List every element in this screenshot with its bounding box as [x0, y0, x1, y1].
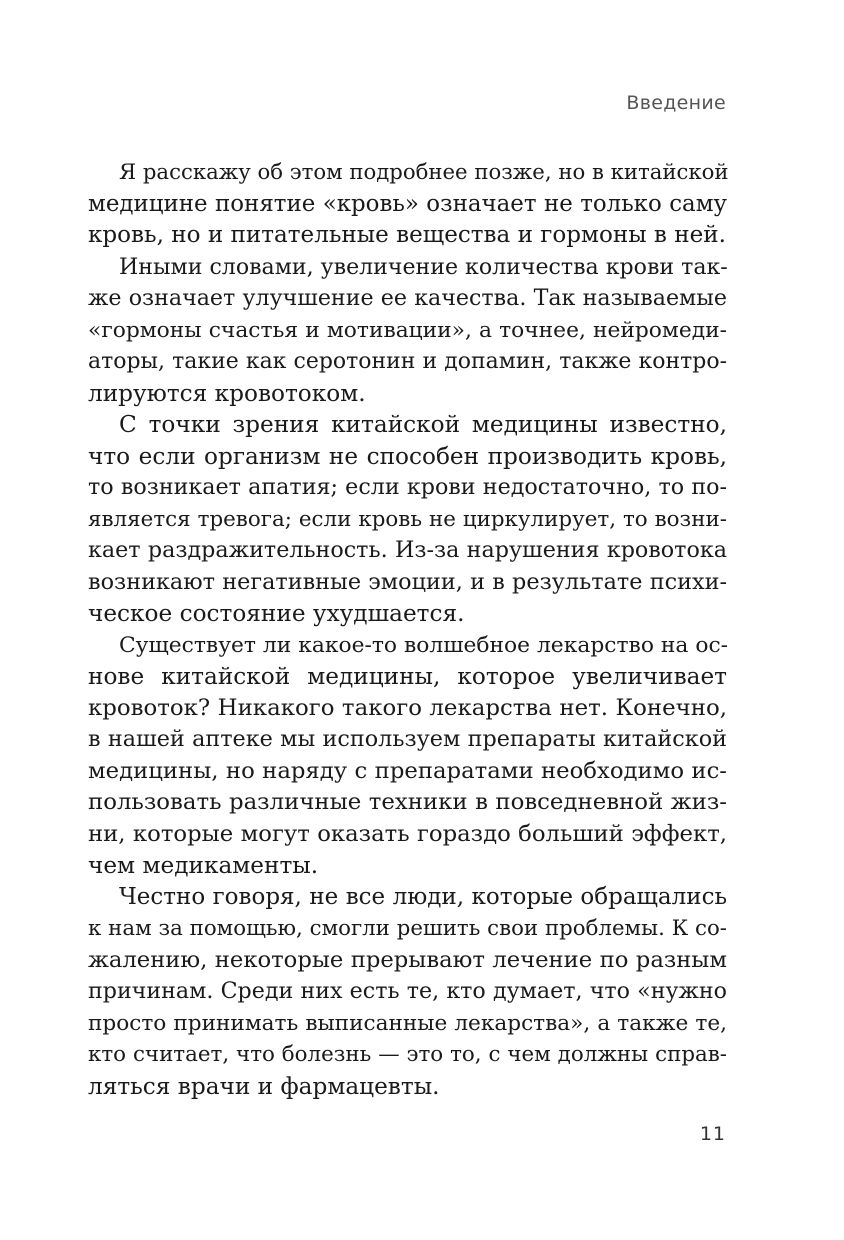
text-line: просто принимать выписанные лекарства», а также те,: [88, 1010, 727, 1036]
text-line: в нашей аптеке мы используем препараты китайской: [88, 726, 727, 752]
text-line: причинам. Среди них есть те, кто думает, что «нужно: [88, 978, 727, 1004]
body-text: [88, 157, 727, 1102]
text-line: Существует ли какое-то волшебное лекарство на ос-: [119, 632, 729, 658]
running-header-title: Введение: [626, 92, 726, 114]
text-line: жалению, некоторые прерывают лечение по разным: [88, 946, 727, 973]
paragraph: [88, 630, 727, 882]
text-line: «гормоны счастья и мотивации», а точнее, нейромеди-: [88, 317, 727, 343]
text-line: Иными словами, увеличение количества крови так-: [119, 254, 728, 280]
text-line: кто считает, что болезнь — это то, с чем должны справ-: [88, 1042, 727, 1067]
paragraph: [88, 882, 727, 1103]
text-line: ляться врачи и фармацевты.: [88, 1072, 440, 1100]
paragraph: [88, 252, 727, 410]
text-line: кровоток? Никакого такого лекарства нет. Конечно,: [88, 694, 727, 721]
text-line: Я расскажу об этом подробнее позже, но в китайской: [119, 160, 729, 185]
text-line: Честно говоря, не все люди, которые обращались: [119, 883, 727, 910]
text-line: к нам за помощью, смогли решить свои проблемы. К со-: [88, 916, 727, 941]
text-line: чем медикаменты.: [88, 852, 319, 879]
text-line: ческое состояние ухудшается.: [88, 600, 465, 627]
text-line: лируются кровотоком.: [88, 379, 366, 407]
text-line: то возникает апатия; если крови недостаточно, то по-: [88, 474, 727, 500]
text-line: что если организм не способен производить кровь,: [88, 442, 727, 470]
text-line: же означает улучшение ее качества. Так называемые: [88, 285, 727, 311]
text-line: медицине понятие «кровь» означает не только саму: [88, 190, 727, 217]
text-line: является тревога; если кровь не циркулирует, то возни-: [88, 506, 727, 532]
text-line: аторы, такие как серотонин и допамин, также контро-: [88, 349, 727, 374]
text-line: медицины, но наряду с препаратами необходимо ис-: [88, 757, 727, 784]
paragraph: [88, 409, 727, 630]
text-line: нове китайской медицины, которое увеличивает: [88, 663, 727, 690]
paragraph: [88, 157, 727, 252]
text-line: возникают негативные эмоции, и в результате психи-: [88, 568, 727, 595]
text-line: С точки зрения китайской медицины известно,: [119, 411, 727, 438]
text-line: ни, которые могут оказать гораздо больший эффект,: [88, 820, 727, 847]
text-line: пользовать различные техники в повседневной жиз-: [88, 789, 727, 815]
text-line: кает раздражительность. Из-за нарушения кровотока: [88, 537, 727, 563]
text-line: кровь, но и питательные вещества и гормоны в ней.: [88, 222, 726, 248]
page-number: 11: [699, 1123, 726, 1145]
